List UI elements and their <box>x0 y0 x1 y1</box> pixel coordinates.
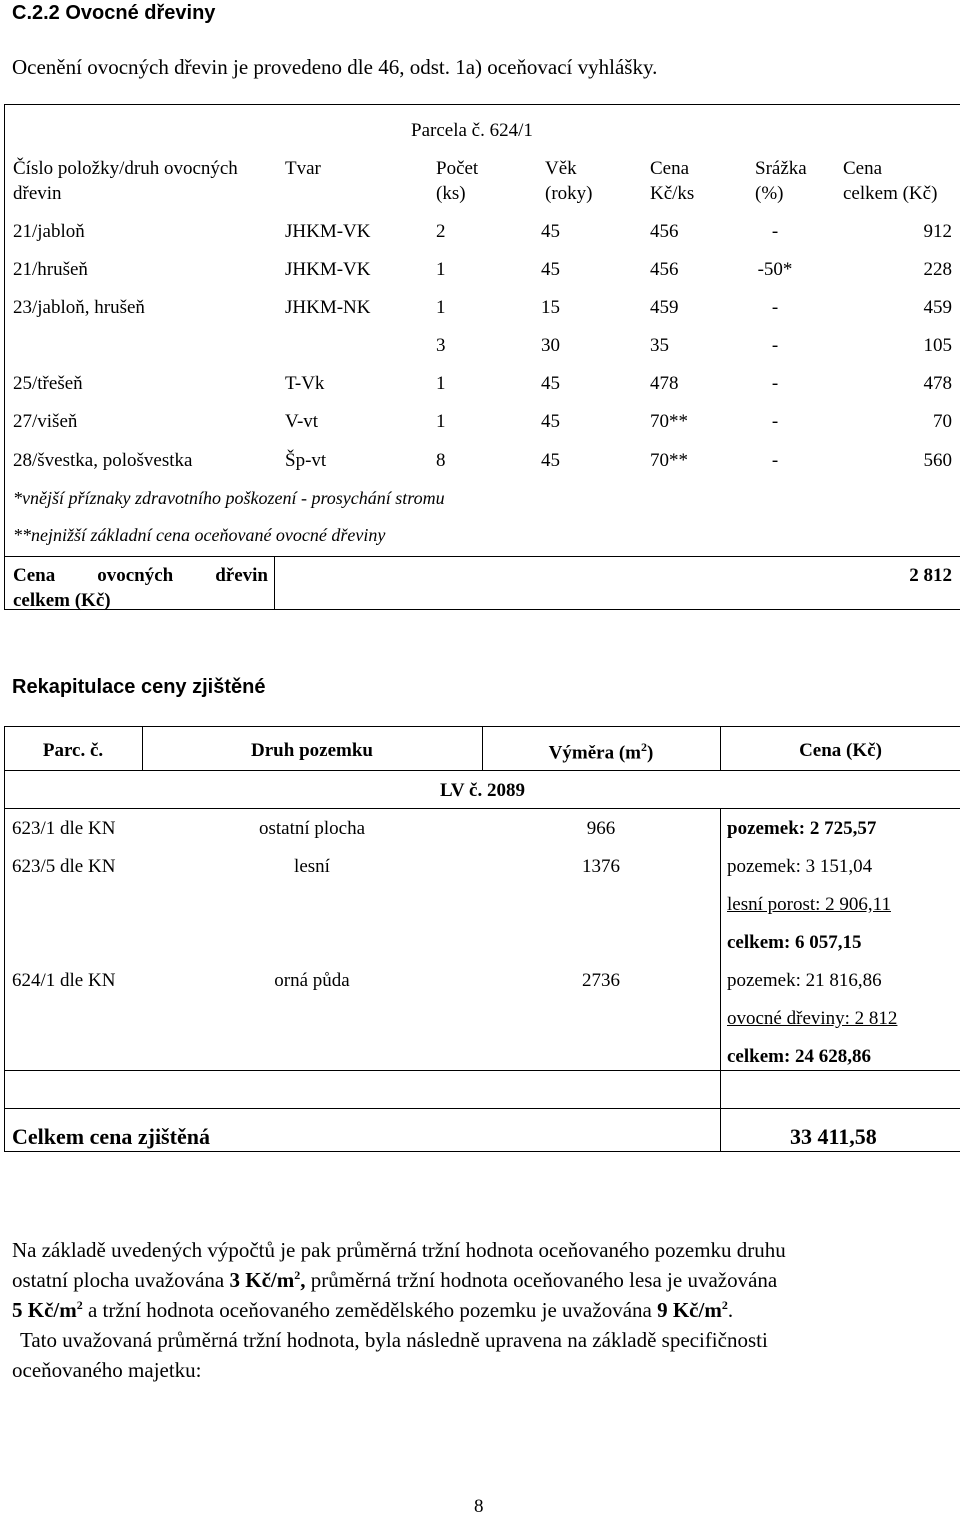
recap-cell-parc: 623/5 dle KN <box>12 856 116 877</box>
sum-label-word: dřevin <box>215 565 268 586</box>
fruit-cell-shape: Šp-vt <box>285 450 327 471</box>
fruit-cell-deduct: - <box>771 221 779 242</box>
fruit-cell-age: 45 <box>541 259 560 280</box>
sum-label-2: celkem (Kč) <box>13 590 111 611</box>
note-1: *vnější příznaky zdravotního poškození - prosychání stromu <box>13 488 445 508</box>
fruit-cell-price: 456 <box>650 259 679 280</box>
recap-header-line <box>4 770 960 771</box>
recap-cell-vymera: 2736 <box>582 970 620 991</box>
fruit-cell-deduct: - <box>771 411 779 432</box>
recap-title: Rekapitulace ceny zjištěné <box>12 676 266 698</box>
fruit-cell-shape: V-vt <box>285 411 319 432</box>
fruit-cell-total: 228 <box>923 259 952 280</box>
recap-total-line <box>4 1108 960 1109</box>
recap-cell-druh: orná půda <box>274 970 350 991</box>
recap-header-druh: Druh pozemku <box>251 740 373 761</box>
fruit-cell-price: 456 <box>650 221 679 242</box>
fruit-cell-count: 2 <box>436 221 446 242</box>
fruit-cell-count: 1 <box>436 259 446 280</box>
fruit-cell-price: 70** <box>650 411 688 432</box>
col-header-total: Cena <box>843 158 883 179</box>
recap-header-vymera: Výměra $(m^2)$ <box>548 740 654 764</box>
col-header-price-2: Kč/ks <box>650 183 695 204</box>
fruit-cell-total: 560 <box>923 450 952 471</box>
fruit-cell-age: 30 <box>541 335 560 356</box>
recap-price-line: pozemek: 3 151,04 <box>727 856 873 877</box>
fruit-cell-total: 105 <box>923 335 952 356</box>
para1-line2: ostatní plocha uvažována 3 $Kč/m^2$, průměrná tržní hodnota oceňovaného lesa je uvažována <box>12 1268 778 1292</box>
para1-line1: Na základě uvedených výpočtů je pak průměrná tržní hodnota oceňovaného pozemku druhu <box>12 1238 786 1262</box>
fruit-cell-total: 70 <box>933 411 952 432</box>
fruit-cell-item: 28/švestka, pološvestka <box>13 450 193 471</box>
sum-label <box>13 565 268 587</box>
recap-cell-vymera: 1376 <box>582 856 620 877</box>
col-header-count: Počet <box>436 158 479 179</box>
recap-total-value: 33 411,58 <box>790 1124 877 1149</box>
fruit-cell-count: 1 <box>436 411 446 432</box>
section-title: C.2.2 Ovocné dřeviny <box>12 2 216 24</box>
sum-value: 2 812 <box>909 565 952 586</box>
fruit-cell-deduct: - <box>771 335 779 356</box>
fruit-cell-total: 459 <box>923 297 952 318</box>
recap-total-label: Celkem cena zjištěná <box>12 1124 210 1149</box>
col-header-shape: Tvar <box>285 158 321 179</box>
col-header-age-2: (roky) <box>545 183 593 204</box>
fruit-cell-item: 21/jabloň <box>13 221 85 242</box>
col-header-item-2: dřevin <box>13 183 62 204</box>
page-number: 8 <box>474 1496 484 1517</box>
recap-price-line: ovocné dřeviny: 2 812 <box>727 1008 898 1029</box>
recap-body-line <box>4 1070 960 1071</box>
para2-line2: oceňovaného majetku: <box>12 1358 202 1382</box>
fruit-cell-deduct: -50* <box>757 259 793 280</box>
fruit-cell-count: 3 <box>436 335 446 356</box>
fruit-cell-shape: JHKM-VK <box>285 259 371 280</box>
fruit-cell-total: 912 <box>923 221 952 242</box>
col-header-deduct: Srážka <box>755 158 807 179</box>
recap-header-parc: Parc. č. <box>42 740 104 761</box>
fruit-cell-item: 27/višeň <box>13 411 78 432</box>
recap-cell-druh: ostatní plocha <box>258 818 366 839</box>
col-header-item: Číslo položky/druh ovocných <box>13 158 238 179</box>
fruit-cell-deduct: - <box>771 297 779 318</box>
fruit-cell-item: 23/jabloň, hrušeň <box>13 297 145 318</box>
fruit-cell-price: 478 <box>650 373 679 394</box>
recap-lv: LV č. 2089 <box>440 780 525 801</box>
col-header-total-2: celkem (Kč) <box>843 183 938 204</box>
intro-text: Ocenění ovocných dřevin je provedeno dle 46, odst. 1a) oceňovací vyhlášky. <box>12 55 658 79</box>
fruit-cell-deduct: - <box>771 373 779 394</box>
fruit-cell-count: 1 <box>436 297 446 318</box>
col-header-price: Cena <box>650 158 690 179</box>
fruit-cell-age: 45 <box>541 450 560 471</box>
recap-lv-line <box>4 808 960 809</box>
fruit-cell-age: 45 <box>541 373 560 394</box>
sum-label-word: Cena <box>13 565 56 586</box>
fruit-cell-price: 35 <box>650 335 669 356</box>
recap-vline-price <box>720 808 721 1152</box>
recap-price-line: pozemek: 2 725,57 <box>727 818 877 839</box>
fruit-cell-price: 459 <box>650 297 679 318</box>
recap-price-line: pozemek: 21 816,86 <box>727 970 882 991</box>
fruit-cell-age: 15 <box>541 297 560 318</box>
recap-cell-vymera: 966 <box>586 818 616 839</box>
col-header-age: Věk <box>545 158 577 179</box>
fruit-cell-price: 70** <box>650 450 688 471</box>
parcel-label: Parcela č. 624/1 <box>411 120 533 141</box>
recap-cell-parc: 623/1 dle KN <box>12 818 116 839</box>
note-2: **nejnižší základní cena oceňované ovocné dřeviny <box>13 525 386 545</box>
fruit-cell-age: 45 <box>541 221 560 242</box>
col-header-deduct-2: (%) <box>755 183 784 204</box>
fruit-table-divider <box>4 556 960 557</box>
para1-line3: 5 $Kč/m^2$ a tržní hodnota oceňovaného zemědělského pozemku je uvažována 9 $Kč/m^2$. <box>12 1298 734 1322</box>
fruit-cell-count: 8 <box>436 450 446 471</box>
col-header-count-2: (ks) <box>436 183 466 204</box>
fruit-cell-age: 45 <box>541 411 560 432</box>
fruit-cell-deduct: - <box>771 450 779 471</box>
fruit-table-sum-divider <box>274 556 275 610</box>
recap-cell-parc: 624/1 dle KN <box>12 970 116 991</box>
recap-price-line: celkem: 24 628,86 <box>727 1046 872 1067</box>
fruit-cell-shape: JHKM-NK <box>285 297 371 318</box>
recap-price-line: celkem: 6 057,15 <box>727 932 862 953</box>
fruit-cell-shape: T-Vk <box>285 373 325 394</box>
recap-header-cena: Cena (Kč) <box>799 740 882 761</box>
para2-line1: Tato uvažovaná průměrná tržní hodnota, byla následně upravena na základě specifičnosti <box>20 1328 768 1352</box>
fruit-cell-shape: JHKM-VK <box>285 221 371 242</box>
sum-label-word: ovocných <box>97 565 174 586</box>
recap-price-line: lesní porost: 2 906,11 <box>727 894 891 915</box>
fruit-cell-count: 1 <box>436 373 446 394</box>
fruit-cell-item: 25/třešeň <box>13 373 83 394</box>
recap-cell-druh: lesní <box>294 856 330 877</box>
fruit-cell-total: 478 <box>923 373 952 394</box>
fruit-cell-item: 21/hrušeň <box>13 259 88 280</box>
